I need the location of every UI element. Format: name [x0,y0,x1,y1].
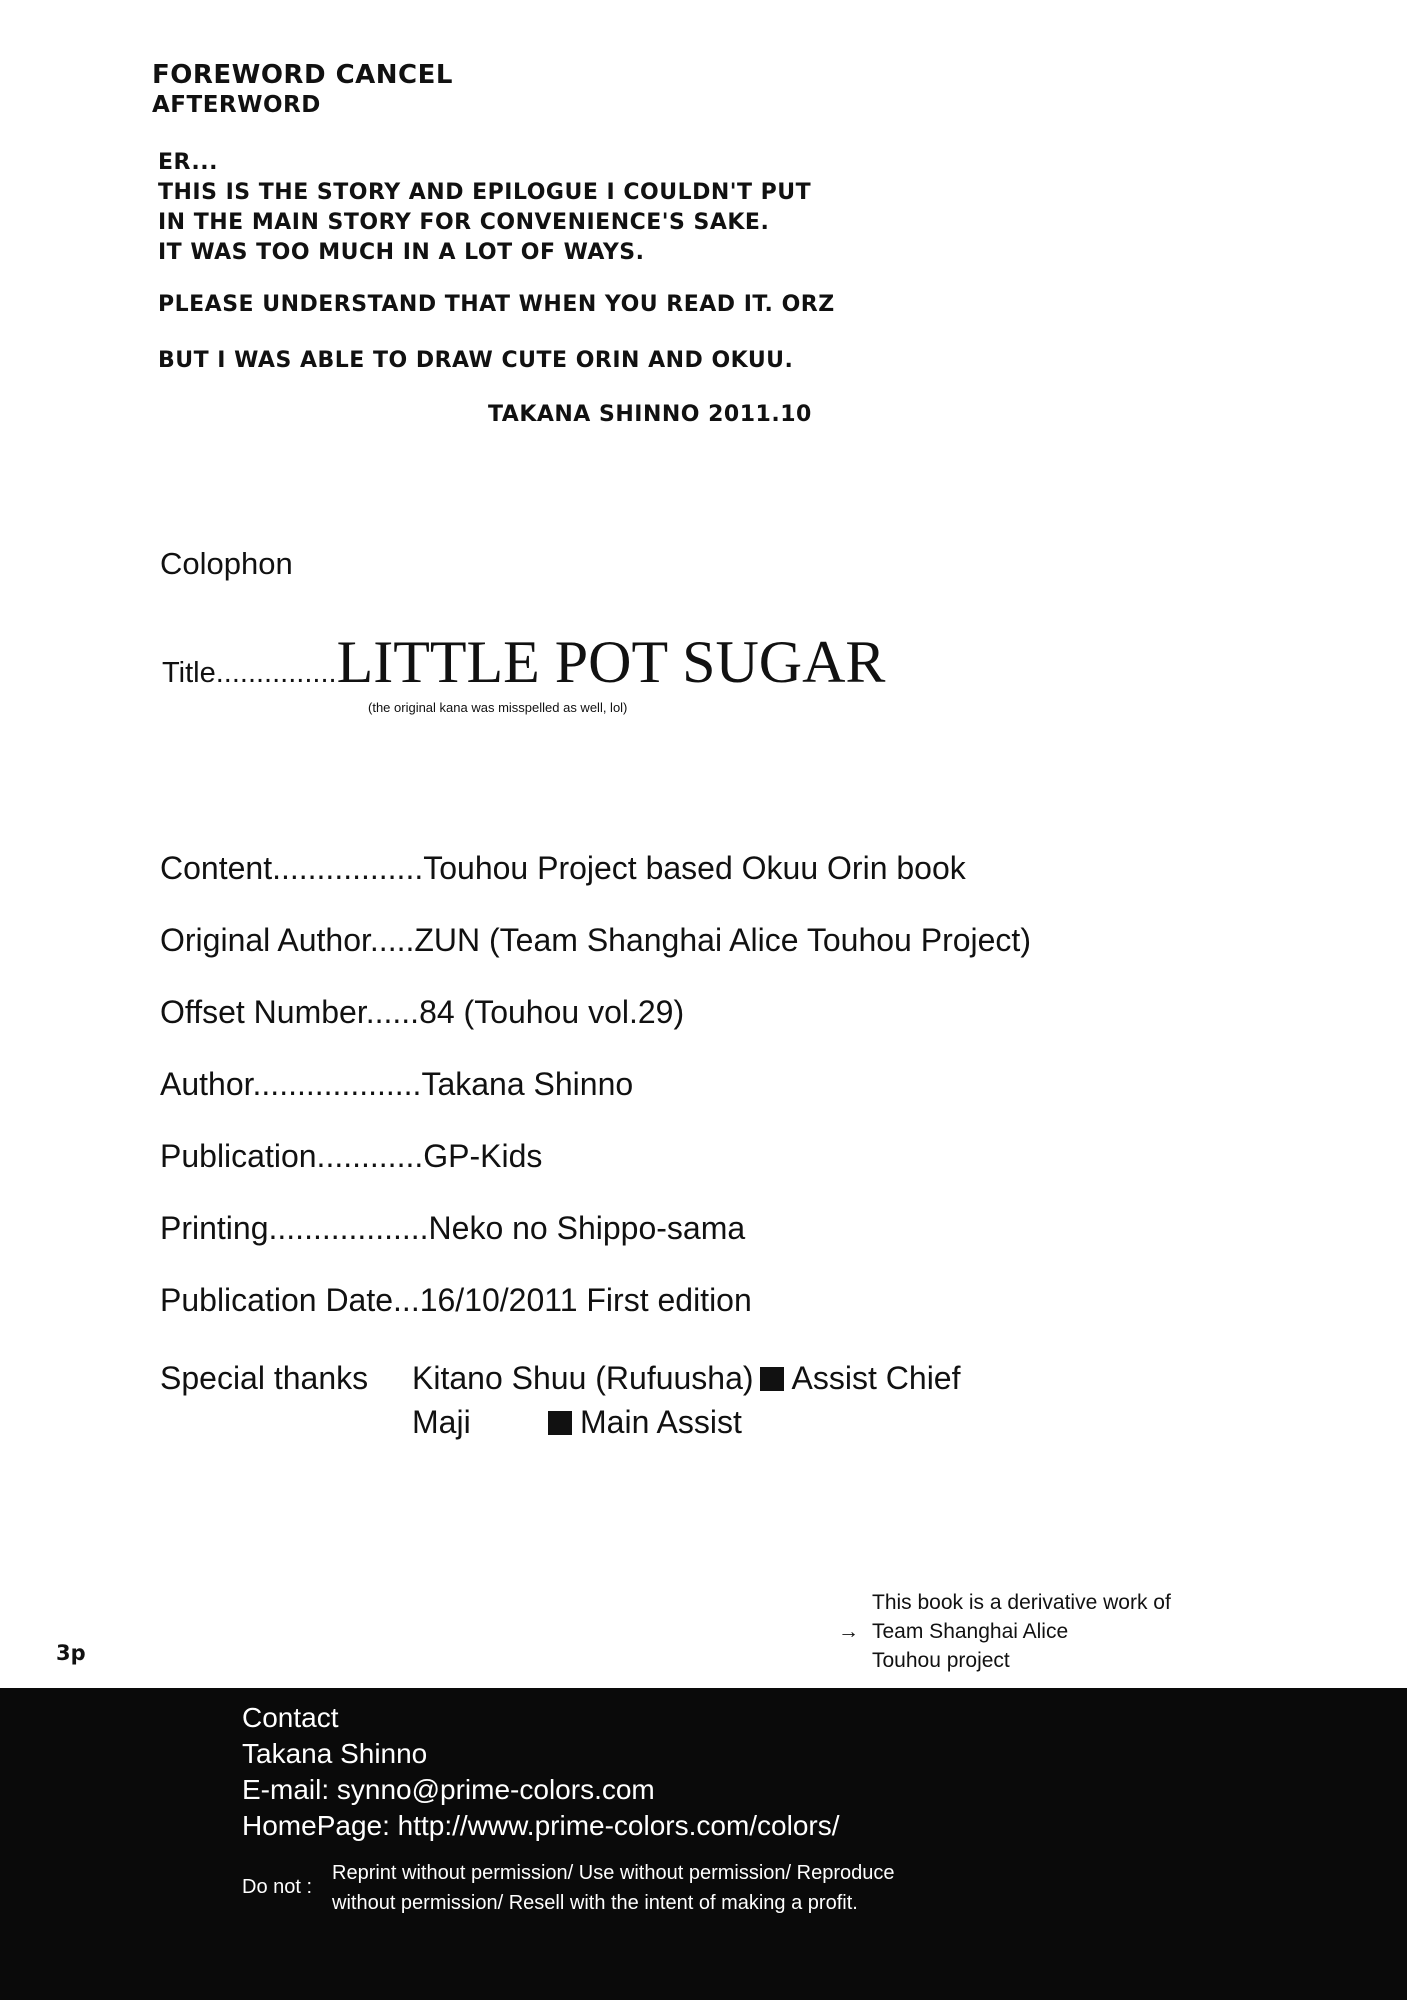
afterword-line: IN THE MAIN STORY FOR CONVENIENCE'S SAKE. [158,210,770,235]
title-key: Title............... [162,657,337,689]
title-note: (the original kana was misspelled as well, lol) [368,700,628,715]
black-square-icon [760,1367,784,1391]
donot-line: without permission/ Resell with the intent of making a profit. [332,1892,858,1914]
derivative-line [838,1617,1171,1646]
thanks-entry [412,1404,742,1441]
afterword-subheading: AFTERWORD [152,92,321,118]
afterword-text [158,148,811,268]
colophon-row-original-author: Original Author.....ZUN (Team Shanghai Alice Touhou Project) [160,922,1031,958]
colophon-title-row [162,628,885,697]
contact-email: E-mail: synno@prime-colors.com [242,1774,655,1805]
afterword-line: IT WAS TOO MUCH IN A LOT OF WAYS. [158,240,645,265]
afterword-line: ER... [158,150,218,175]
contact-footer [0,1688,1407,2000]
colophon-row-offset-number: Offset Number......84 (Touhou vol.29) [160,994,685,1030]
thanks-entry [412,1360,960,1397]
derivative-line: Touhou project [872,1649,1010,1672]
page-number: 3p [56,1641,86,1665]
contact-name: Takana Shinno [242,1738,428,1769]
afterword-heading: FOREWORD CANCEL [152,60,453,90]
book-title: LITTLE POT SUGAR [336,629,886,695]
afterword-line-orz: PLEASE UNDERSTAND THAT WHEN YOU READ IT. ORZ [158,292,835,317]
arrow-right-icon: → [838,1620,859,1643]
thanks-role: Main Assist [580,1404,742,1440]
derivative-team: Team Shanghai Alice [872,1620,1069,1643]
thanks-role: Assist Chief [791,1360,961,1396]
special-thanks-label: Special thanks [160,1360,369,1396]
colophon-row-publication-date: Publication Date...16/10/2011 First edition [160,1282,752,1318]
donot-text [332,1858,894,1918]
contact-homepage: HomePage: http://www.prime-colors.com/colors/ [242,1810,840,1841]
derivative-line: This book is a derivative work of [872,1591,1171,1614]
contact-heading: Contact [242,1702,339,1733]
derivative-notice [838,1588,1171,1675]
contact-info [242,1700,840,1844]
thanks-name: Maji [412,1404,471,1440]
colophon-row-content: Content.................Touhou Project based Okuu Orin book [160,850,966,886]
colophon-row-printing: Printing..................Neko no Shippo-sama [160,1210,746,1246]
colophon-row-publication: Publication............GP-Kids [160,1138,543,1174]
black-square-icon [548,1411,572,1435]
donot-label: Do not : [242,1876,313,1898]
colophon-heading: Colophon [160,546,293,581]
afterword-line-cute: BUT I WAS ABLE TO DRAW CUTE ORIN AND OKUU. [158,348,794,373]
colophon-row-author: Author...................Takana Shinno [160,1066,634,1102]
thanks-name: Kitano Shuu (Rufuusha) [412,1360,754,1396]
donot-line: Reprint without permission/ Use without permission/ Reproduce [332,1862,895,1884]
afterword-signature: TAKANA SHINNO 2011.10 [488,402,812,427]
afterword-line: THIS IS THE STORY AND EPILOGUE I COULDN'T PUT [158,180,812,205]
